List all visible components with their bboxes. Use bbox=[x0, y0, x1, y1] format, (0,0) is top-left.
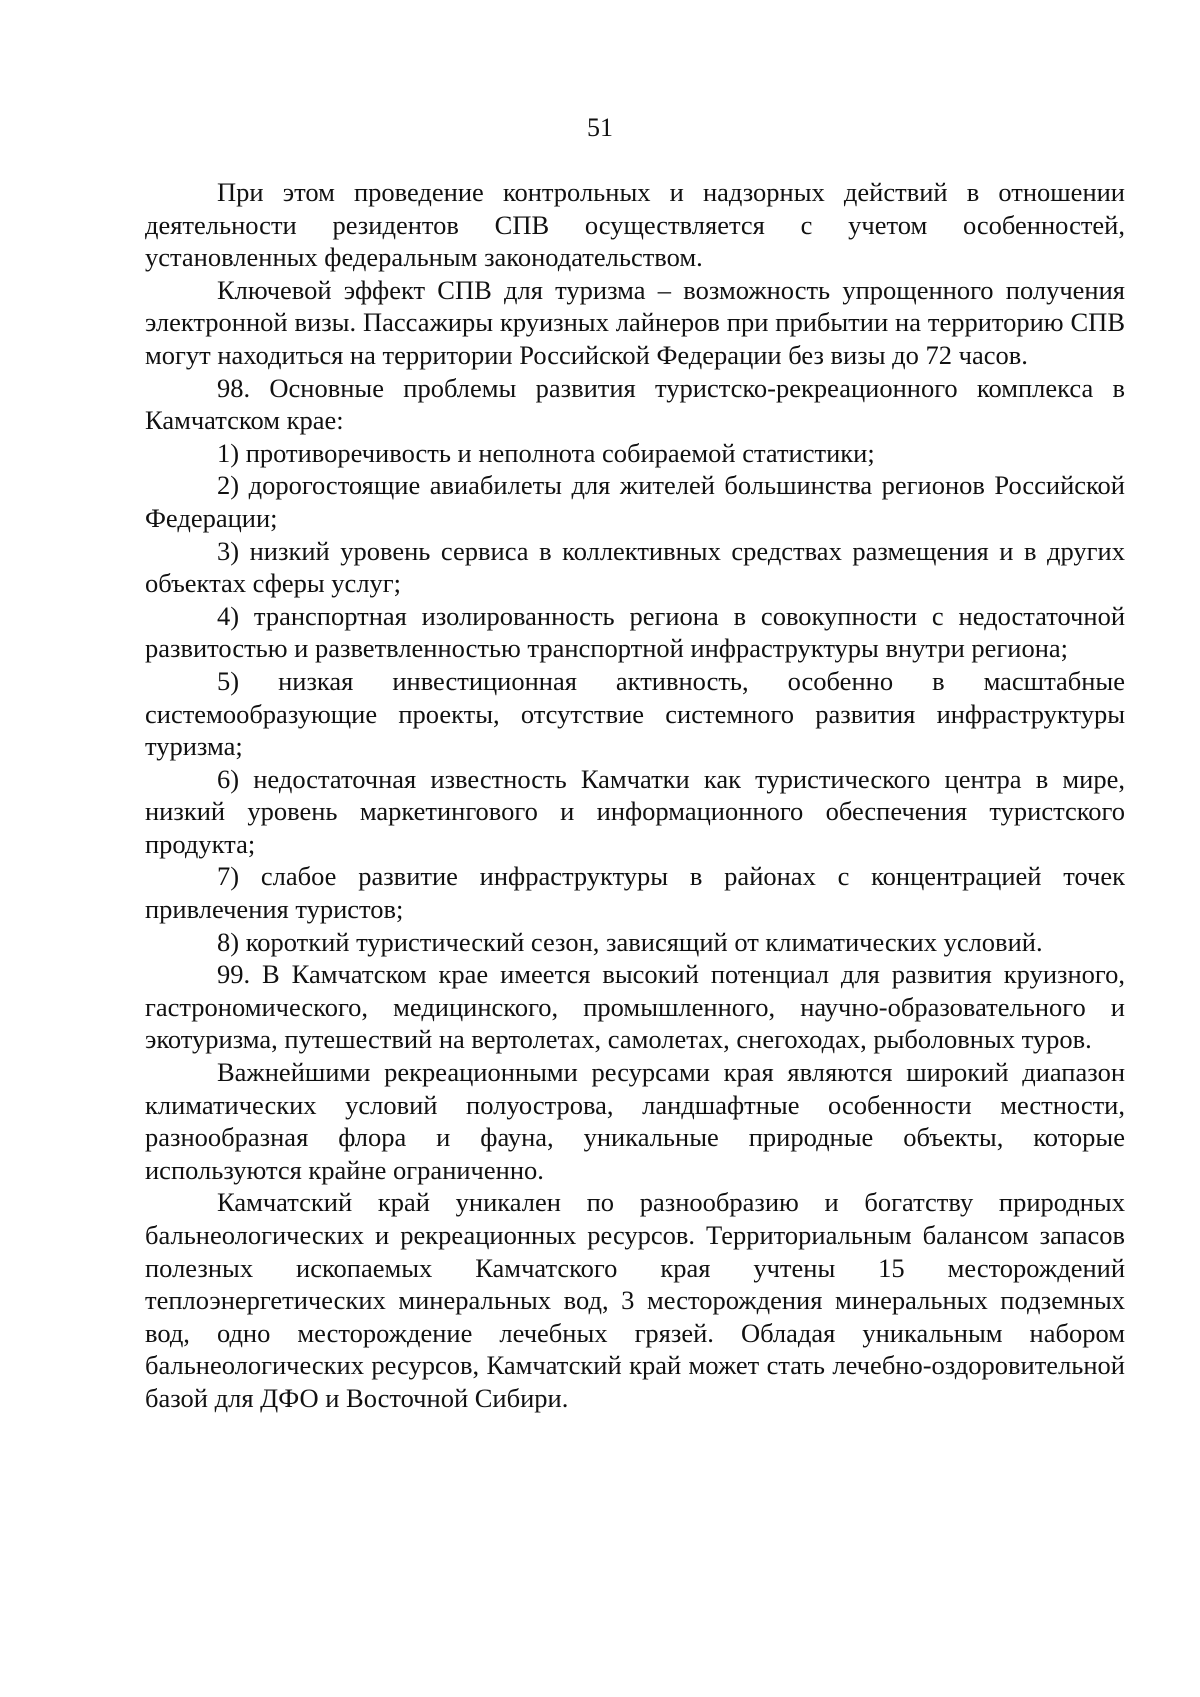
paragraph-99-potential: 99. В Камчатском крае имеется высокий потенциал для развития круизного, гастрономического, медицинского, промышленного, научно-образовательного и экотуризма, путешествий на вертолетах, самолетах, снегоходах, рыболовных туров. bbox=[145, 959, 1125, 1055]
list-item-6: 6) недостаточная известность Камчатки как туристического центра в мире, низкий уровень маркетингового и информационного обеспечения туристского продукта; bbox=[145, 763, 1125, 859]
paragraph-balneological-resources: Камчатский край уникален по разнообразию и богатству природных бальнеологических и рекреационных ресурсов. Территориальным балансом запасов полезных ископаемых Камчатского края учтены 15 месторождений теплоэнергетических минеральных вод, 3 месторождения минеральных подземных вод, одно месторождение лечебных грязей. Обладая уникальным набором бальнеологических ресурсов, Камчатский край может стать лечебно-оздоровительной базой для ДФО и Восточной Сибири. bbox=[145, 1187, 1125, 1413]
list-item-3: 3) низкий уровень сервиса в коллективных средствах размещения и в других объектах сферы услуг; bbox=[145, 535, 1125, 599]
list-item-2: 2) дорогостоящие авиабилеты для жителей большинства регионов Российской Федерации; bbox=[145, 470, 1125, 533]
paragraph-visa-effect: Ключевой эффект СПВ для туризма – возможность упрощенного получения электронной визы. Пассажиры круизных лайнеров при прибытии на территорию СПВ могут находиться на территории Российской Федерации без визы до 72 часов. bbox=[145, 274, 1125, 370]
list-item-1: 1) противоречивость и неполнота собираемой статистики; bbox=[217, 437, 875, 468]
paragraph-98-intro: 98. Основные проблемы развития туристско-рекреационного комплекса в Камчатском крае: bbox=[145, 372, 1125, 436]
paragraph-supervision-note: При этом проведение контрольных и надзорных действий в отношении деятельности резидентов СПВ осуществляется с учетом особенностей, установленных федеральным законодательством. bbox=[145, 177, 1125, 273]
page-number: 51 bbox=[587, 113, 613, 142]
document-body bbox=[145, 176, 1125, 1415]
list-item-7: 7) слабое развитие инфраструктуры в районах с концентрацией точек привлечения туристов; bbox=[145, 861, 1125, 925]
list-item-5: 5) низкая инвестиционная активность, особенно в масштабные системообразующие проекты, отсутствие системного развития инфраструктуры туризма; bbox=[145, 665, 1125, 762]
list-item-8: 8) короткий туристический сезон, зависящий от климатических условий. bbox=[217, 926, 1043, 957]
paragraph-recreational-resources: Важнейшими рекреационными ресурсами края являются широкий диапазон климатических условий полуострова, ландшафтные особенности местности, разнообразная флора и фауна, уникальные природные объекты, которые используются крайне ограниченно. bbox=[145, 1057, 1125, 1185]
list-item-4: 4) транспортная изолированность региона в совокупности с недостаточной развитостью и разветвленностью транспортной инфраструктуры внутри региона; bbox=[145, 600, 1125, 664]
